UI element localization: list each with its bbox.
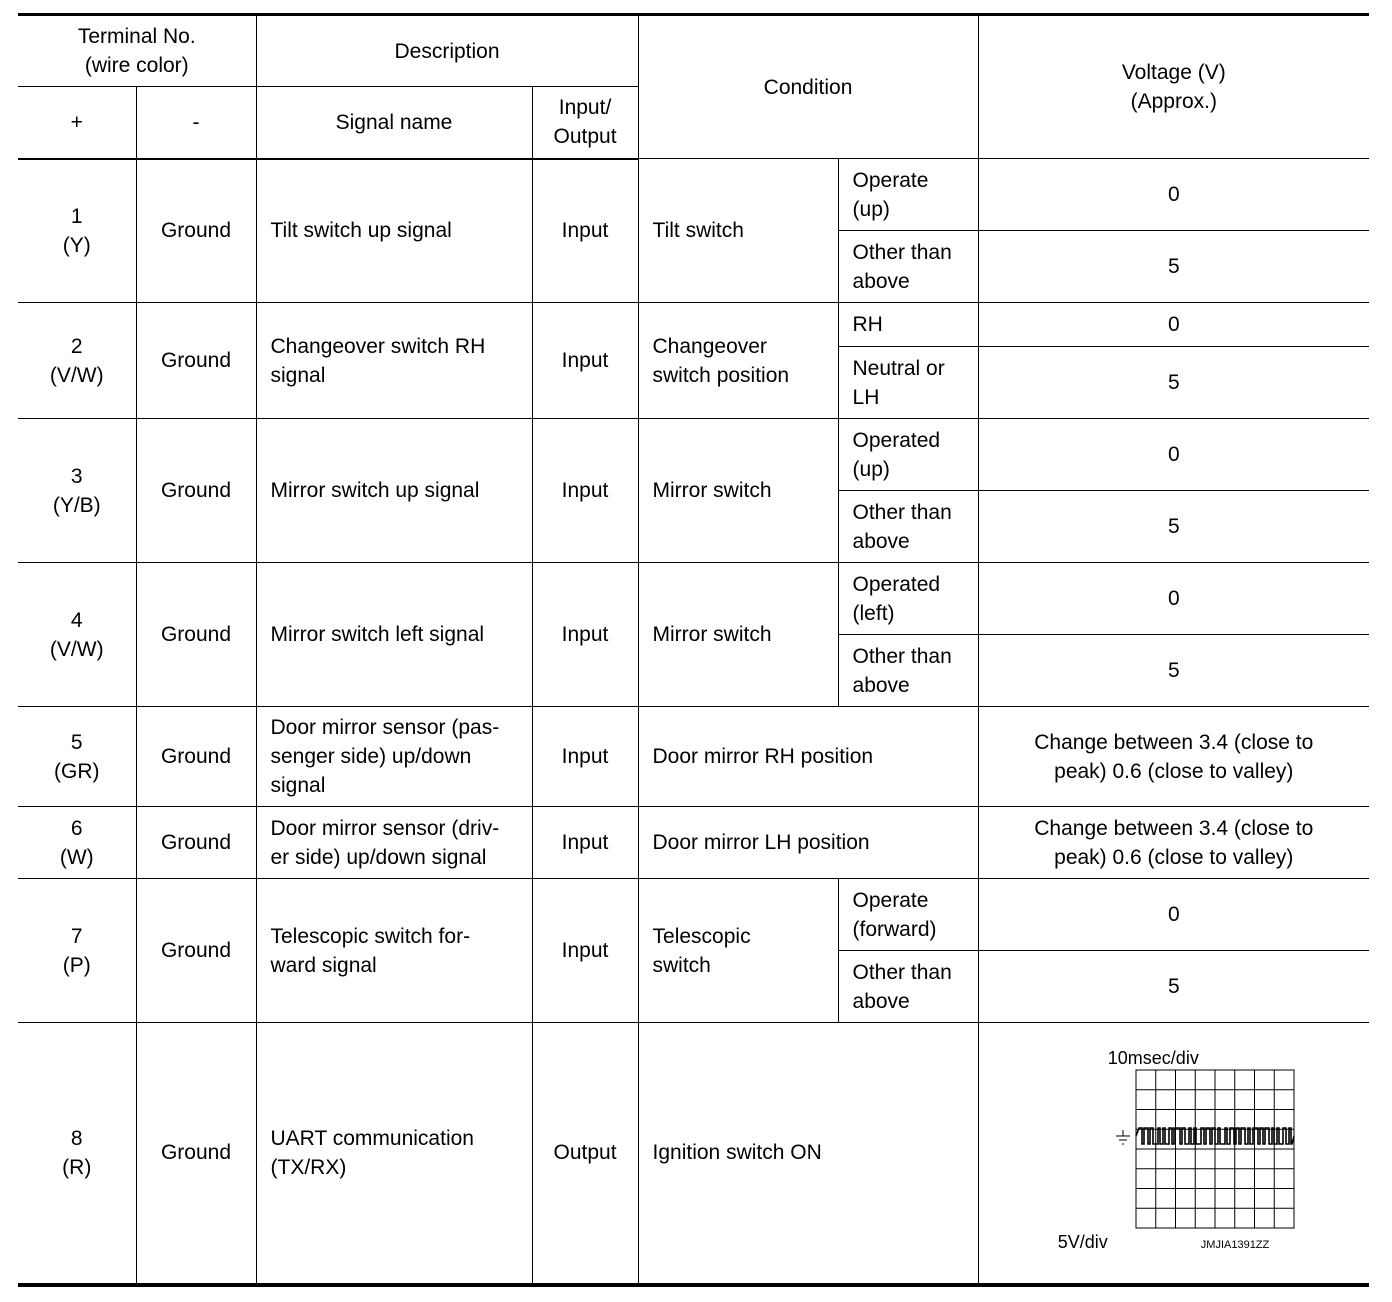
terminal-plus: 8 (R) bbox=[18, 1023, 136, 1285]
table-row bbox=[18, 419, 1369, 491]
table-row bbox=[18, 807, 1369, 879]
input-output: Input bbox=[532, 807, 638, 879]
header-signal-name: Signal name bbox=[256, 87, 532, 159]
condition-state: Other than above bbox=[838, 635, 978, 707]
terminal-plus: 7 (P) bbox=[18, 879, 136, 1023]
input-output: Input bbox=[532, 303, 638, 419]
input-output: Input bbox=[532, 159, 638, 303]
signal-name: Telescopic switch for- ward signal bbox=[256, 879, 532, 1023]
terminal-plus: 3 (Y/B) bbox=[18, 419, 136, 563]
voltage-value: 0 bbox=[978, 563, 1369, 635]
signal-name: Door mirror sensor (driv- er side) up/down signal bbox=[256, 807, 532, 879]
condition-state: Operate (forward) bbox=[838, 879, 978, 951]
voltage-value: 5 bbox=[978, 231, 1369, 303]
header-terminal-no: Terminal No. (wire color) bbox=[18, 15, 256, 87]
oscilloscope-waveform bbox=[1044, 1048, 1304, 1258]
voltage-value: 5 bbox=[978, 347, 1369, 419]
voltage-value bbox=[978, 1023, 1369, 1285]
terminal-minus: Ground bbox=[136, 419, 256, 563]
signal-name: Changeover switch RH signal bbox=[256, 303, 532, 419]
voltage-value: Change between 3.4 (close to peak) 0.6 (close to valley) bbox=[978, 807, 1369, 879]
input-output: Output bbox=[532, 1023, 638, 1285]
header-description: Description bbox=[256, 15, 638, 87]
header-input-output: Input/ Output bbox=[532, 87, 638, 159]
condition-state: Other than above bbox=[838, 951, 978, 1023]
condition: Door mirror LH position bbox=[638, 807, 978, 879]
header-condition: Condition bbox=[638, 15, 978, 159]
terminal-minus: Ground bbox=[136, 807, 256, 879]
terminal-minus: Ground bbox=[136, 879, 256, 1023]
signal-name: Tilt switch up signal bbox=[256, 159, 532, 303]
terminal-plus: 5 (GR) bbox=[18, 707, 136, 807]
signal-name: UART communication (TX/RX) bbox=[256, 1023, 532, 1285]
terminal-plus: 4 (V/W) bbox=[18, 563, 136, 707]
voltage-value: 0 bbox=[978, 419, 1369, 491]
table-row bbox=[18, 159, 1369, 231]
terminal-table bbox=[18, 13, 1369, 1287]
time-per-div-label: 10msec/div bbox=[1107, 1047, 1199, 1068]
voltage-value: 5 bbox=[978, 951, 1369, 1023]
input-output: Input bbox=[532, 419, 638, 563]
condition: Mirror switch bbox=[638, 419, 838, 563]
voltage-value: 0 bbox=[978, 303, 1369, 347]
input-output: Input bbox=[532, 879, 638, 1023]
table-row bbox=[18, 707, 1369, 807]
voltage-value: 0 bbox=[978, 159, 1369, 231]
terminal-minus: Ground bbox=[136, 159, 256, 303]
terminal-minus: Ground bbox=[136, 303, 256, 419]
input-output: Input bbox=[532, 707, 638, 807]
table-row bbox=[18, 563, 1369, 635]
signal-name: Mirror switch up signal bbox=[256, 419, 532, 563]
table-row bbox=[18, 303, 1369, 347]
condition: Changeover switch position bbox=[638, 303, 838, 419]
table-row bbox=[18, 879, 1369, 951]
terminal-minus: Ground bbox=[136, 1023, 256, 1285]
condition-state: Operated (up) bbox=[838, 419, 978, 491]
header-plus: + bbox=[18, 87, 136, 159]
condition: Tilt switch bbox=[638, 159, 838, 303]
condition-state: Operated (left) bbox=[838, 563, 978, 635]
voltage-value: 5 bbox=[978, 635, 1369, 707]
signal-name: Mirror switch left signal bbox=[256, 563, 532, 707]
voltage-value: 5 bbox=[978, 491, 1369, 563]
header-minus: - bbox=[136, 87, 256, 159]
voltage-value: 0 bbox=[978, 879, 1369, 951]
condition: Mirror switch bbox=[638, 563, 838, 707]
terminal-plus: 2 (V/W) bbox=[18, 303, 136, 419]
condition: Door mirror RH position bbox=[638, 707, 978, 807]
condition-state: Neutral or LH bbox=[838, 347, 978, 419]
condition: Telescopic switch bbox=[638, 879, 838, 1023]
voltage-value: Change between 3.4 (close to peak) 0.6 (close to valley) bbox=[978, 707, 1369, 807]
condition-state: Other than above bbox=[838, 491, 978, 563]
condition: Ignition switch ON bbox=[638, 1023, 978, 1285]
condition-state: Operate (up) bbox=[838, 159, 978, 231]
condition-state: Other than above bbox=[838, 231, 978, 303]
signal-name: Door mirror sensor (pas- senger side) up/down signal bbox=[256, 707, 532, 807]
volt-per-div-label: 5V/div bbox=[1057, 1231, 1108, 1252]
waveform-graph bbox=[1044, 1048, 1304, 1258]
terminal-plus: 1 (Y) bbox=[18, 159, 136, 303]
condition-state: RH bbox=[838, 303, 978, 347]
terminal-minus: Ground bbox=[136, 707, 256, 807]
input-output: Input bbox=[532, 563, 638, 707]
terminal-plus: 6 (W) bbox=[18, 807, 136, 879]
header-voltage: Voltage (V) (Approx.) bbox=[978, 15, 1369, 159]
terminal-minus: Ground bbox=[136, 563, 256, 707]
figure-code-label: JMJIA1391ZZ bbox=[1200, 1238, 1270, 1251]
table-row bbox=[18, 1023, 1369, 1285]
